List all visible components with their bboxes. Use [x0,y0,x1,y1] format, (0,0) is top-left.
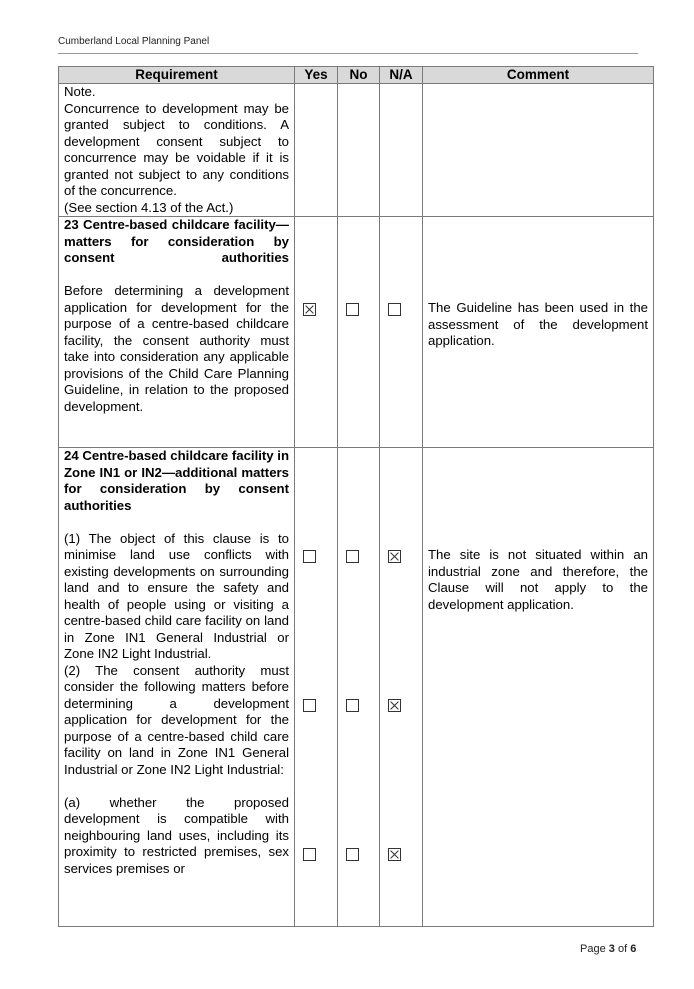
clause-24-1-no-checkbox[interactable] [346,550,359,563]
clause-24-2-na-checkbox[interactable] [388,699,401,712]
clause-24-2-no-checkbox[interactable] [346,699,359,712]
note-na-cell [380,84,423,217]
clause-24-1-yes-checkbox[interactable] [303,550,316,563]
clause-24-item-2: (2) The consent authority must consider the following matters before determining a development application for development for the purpose of a centre-based child care facility on land in Zone IN1 General Industrial or Zone IN2 Light Industrial: [64,662,289,777]
page-number: 3 [608,943,615,955]
note-title: Note. [64,84,96,99]
col-no: No [338,67,380,84]
note-text: Concurrence to development may be granted subject to conditions. A development consent subject to concurrence may be voidable if it is granted not subject to any conditions of the concurrence. [64,100,289,198]
clause-23-heading: 23 Centre-based childcare facility—matters for consideration by consent authorities [64,217,289,265]
clause-23-no-checkbox[interactable] [346,303,359,316]
clause-24-no-cell [338,448,380,927]
clause-24-a-na-checkbox[interactable] [388,848,401,861]
clause-24-2-yes-checkbox[interactable] [303,699,316,712]
clause-24-yes-cell [295,448,338,927]
clause-24-comment-cell [423,448,654,927]
note-no-cell [338,84,380,217]
clause-24-na-cell [380,448,423,927]
table-row-clause-24 [59,448,654,927]
note-comment-cell [423,84,654,217]
clause-23-yes-checkbox[interactable] [303,303,316,316]
table-row-clause-23 [59,217,654,448]
page-of-label: of [617,943,628,955]
clause-23-yes-cell [295,217,338,448]
clause-24-comment: The site is not situated within an industrial zone and therefore, the Clause will not apply to the development application. [428,547,648,612]
page-total: 6 [630,943,637,955]
page-footer [580,943,636,955]
clause-24-1-na-checkbox[interactable] [388,550,401,563]
col-requirement: Requirement [59,67,295,84]
clause-24-item-1: (1) The object of this clause is to minimise land use conflicts with existing developments on surrounding land and to ensure the safety and health of people using or visiting a centre-based child care facility on land in Zone IN1 General Industrial or Zone IN2 Light Industrial. [64,530,289,661]
clause-23-comment: The Guideline has been used in the assessment of the development application. [428,300,648,348]
clause-24-item-a: (a) whether the proposed development is compatible with neighbouring land uses, including its proximity to restricted premises, sex services premises or [64,794,289,876]
clause-24-a-yes-checkbox[interactable] [303,848,316,861]
note-reference: (See section 4.13 of the Act.) [64,199,234,215]
col-yes: Yes [295,67,338,84]
page-label: Page [580,943,606,955]
clause-23-no-cell [338,217,380,448]
table-row-note [59,84,654,217]
col-comment: Comment [423,67,654,84]
requirements-table [58,66,654,927]
note-yes-cell [295,84,338,217]
clause-23-body: Before determining a development application for development for the purpose of a centre-based childcare facility, the consent authority must take into consideration any applicable provisions of the Child Care Planning Guideline, in relation to the proposed development. [64,283,289,414]
document-header: Cumberland Local Planning Panel [58,36,210,47]
clause-24-a-no-checkbox[interactable] [346,848,359,861]
clause-24-heading: 24 Centre-based childcare facility in Zone IN1 or IN2—additional matters for consideration by consent authorities [64,448,290,513]
clause-23-comment-cell [423,217,654,448]
table-header-row [59,67,654,84]
clause-23-na-checkbox[interactable] [388,303,401,316]
header-divider [58,53,638,54]
clause-23-na-cell [380,217,423,448]
col-na: N/A [380,67,423,84]
